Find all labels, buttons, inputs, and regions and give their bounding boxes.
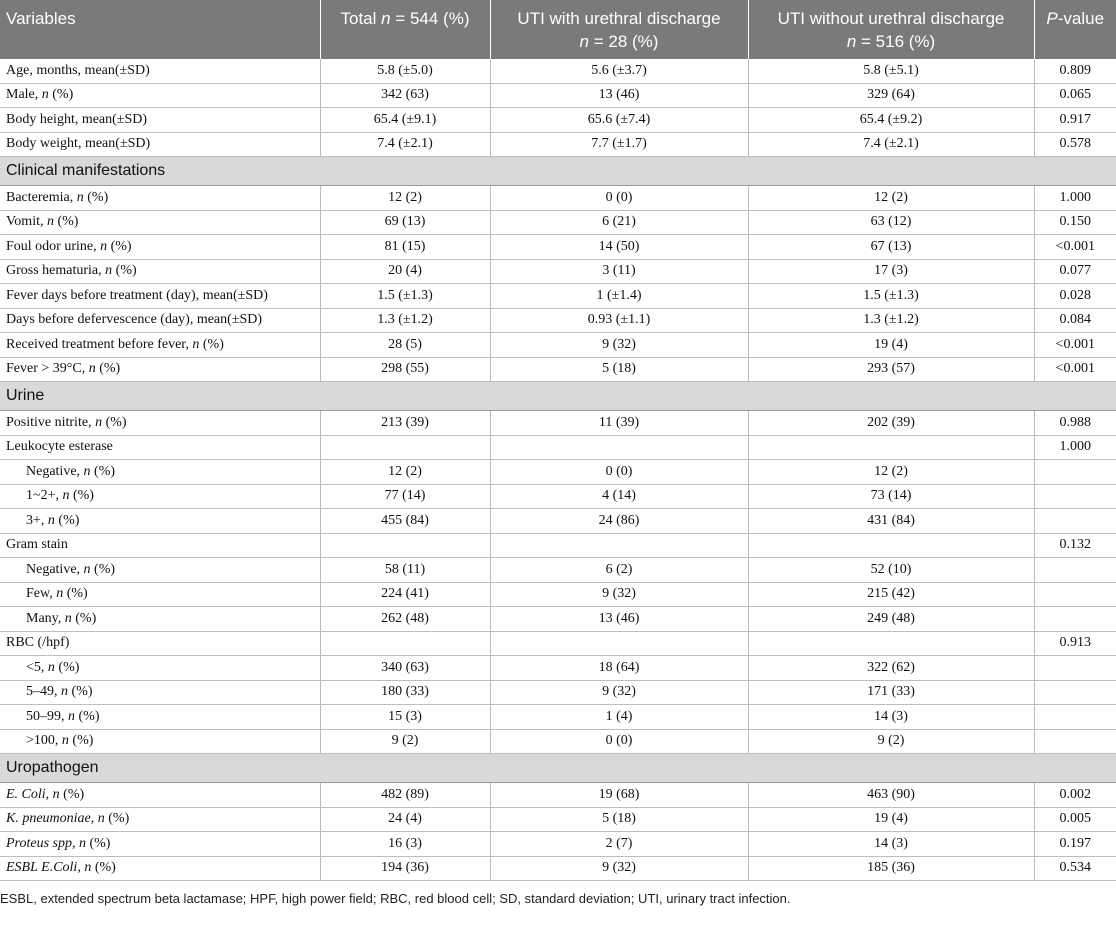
row-label: ESBL E.Coli, n (%): [0, 856, 320, 881]
cell-with: 14 (50): [490, 235, 748, 260]
cell-without: 65.4 (±9.2): [748, 108, 1034, 133]
row-label: Foul odor urine, n (%): [0, 235, 320, 260]
row-label: Positive nitrite, n (%): [0, 411, 320, 436]
row-label: <5, n (%): [0, 656, 320, 681]
cell-without: 14 (3): [748, 832, 1034, 857]
cell-p: 1.000: [1034, 186, 1116, 211]
cell-with: 5 (18): [490, 807, 748, 832]
cell-with: 9 (32): [490, 856, 748, 881]
cell-without: 7.4 (±2.1): [748, 132, 1034, 157]
cell-p: [1034, 680, 1116, 705]
section-title: Urine: [0, 382, 1116, 411]
section-header-row: [0, 754, 1116, 783]
cell-p: [1034, 656, 1116, 681]
cell-total: 7.4 (±2.1): [320, 132, 490, 157]
table-row: [0, 631, 1116, 656]
cell-with: 9 (32): [490, 680, 748, 705]
row-label: 5–49, n (%): [0, 680, 320, 705]
cell-total: 213 (39): [320, 411, 490, 436]
row-label: Days before defervescence (day), mean(±SD): [0, 308, 320, 333]
section-title: Uropathogen: [0, 754, 1116, 783]
row-label: Male, n (%): [0, 83, 320, 108]
cell-p: 0.002: [1034, 783, 1116, 808]
cell-without: 17 (3): [748, 259, 1034, 284]
cell-total: 28 (5): [320, 333, 490, 358]
cell-without: 52 (10): [748, 558, 1034, 583]
cell-without: 463 (90): [748, 783, 1034, 808]
table-row: [0, 357, 1116, 382]
cell-with: 0 (0): [490, 729, 748, 754]
cell-with: 0 (0): [490, 186, 748, 211]
cell-p: [1034, 607, 1116, 632]
cell-total: 224 (41): [320, 582, 490, 607]
cell-without: 67 (13): [748, 235, 1034, 260]
cell-total: 1.5 (±1.3): [320, 284, 490, 309]
cell-with: [490, 435, 748, 460]
cell-with: 0 (0): [490, 460, 748, 485]
header-variables: Variables: [0, 0, 320, 59]
row-label: Many, n (%): [0, 607, 320, 632]
table-row: [0, 656, 1116, 681]
cell-p: [1034, 509, 1116, 534]
cell-without: 249 (48): [748, 607, 1034, 632]
cell-without: 19 (4): [748, 807, 1034, 832]
cell-total: [320, 533, 490, 558]
header-with-discharge: UTI with urethral discharge n = 28 (%): [490, 0, 748, 59]
cell-total: 81 (15): [320, 235, 490, 260]
row-label: Gram stain: [0, 533, 320, 558]
section-title: Clinical manifestations: [0, 157, 1116, 186]
cell-with: 13 (46): [490, 83, 748, 108]
cell-p: <0.001: [1034, 333, 1116, 358]
cell-p: [1034, 484, 1116, 509]
header-row: [0, 0, 1116, 59]
table-row: [0, 558, 1116, 583]
cell-with: 11 (39): [490, 411, 748, 436]
cell-without: 19 (4): [748, 333, 1034, 358]
row-label: Proteus spp, n (%): [0, 832, 320, 857]
cell-without: 12 (2): [748, 460, 1034, 485]
row-label: Bacteremia, n (%): [0, 186, 320, 211]
cell-without: 63 (12): [748, 210, 1034, 235]
row-label: >100, n (%): [0, 729, 320, 754]
cell-total: 12 (2): [320, 460, 490, 485]
row-label: 3+, n (%): [0, 509, 320, 534]
section-header-row: [0, 157, 1116, 186]
cell-without: 9 (2): [748, 729, 1034, 754]
cell-p: 0.084: [1034, 308, 1116, 333]
cell-without: 1.3 (±1.2): [748, 308, 1034, 333]
cell-without: 185 (36): [748, 856, 1034, 881]
cell-with: 1 (4): [490, 705, 748, 730]
row-label: 1~2+, n (%): [0, 484, 320, 509]
cell-p: 0.005: [1034, 807, 1116, 832]
cell-total: 12 (2): [320, 186, 490, 211]
header-total: Total n = 544 (%): [320, 0, 490, 59]
cell-without: 73 (14): [748, 484, 1034, 509]
section-header-row: [0, 382, 1116, 411]
cell-total: 194 (36): [320, 856, 490, 881]
row-label: RBC (/hpf): [0, 631, 320, 656]
cell-total: 58 (11): [320, 558, 490, 583]
header-without-discharge: UTI without urethral discharge n = 516 (%): [748, 0, 1034, 59]
cell-p: 0.809: [1034, 59, 1116, 83]
row-label: Negative, n (%): [0, 558, 320, 583]
table-row: [0, 832, 1116, 857]
cell-p: 0.988: [1034, 411, 1116, 436]
cell-with: 19 (68): [490, 783, 748, 808]
table-row: [0, 333, 1116, 358]
cell-without: 1.5 (±1.3): [748, 284, 1034, 309]
cell-p: 0.132: [1034, 533, 1116, 558]
cell-total: 9 (2): [320, 729, 490, 754]
cell-with: 9 (32): [490, 333, 748, 358]
cell-total: 5.8 (±5.0): [320, 59, 490, 83]
table-row: [0, 435, 1116, 460]
cell-with: [490, 533, 748, 558]
table-row: [0, 108, 1116, 133]
row-label: Few, n (%): [0, 582, 320, 607]
table-row: [0, 484, 1116, 509]
row-label: Fever days before treatment (day), mean(±SD): [0, 284, 320, 309]
cell-with: 0.93 (±1.1): [490, 308, 748, 333]
table-footnote: ESBL, extended spectrum beta lactamase; HPF, high power field; RBC, red blood cell; SD, standard deviation; UTI, urinary tract infection.: [0, 891, 791, 906]
cell-p: [1034, 705, 1116, 730]
table-row: [0, 59, 1116, 83]
table-row: [0, 680, 1116, 705]
row-label: E. Coli, n (%): [0, 783, 320, 808]
row-label: Received treatment before fever, n (%): [0, 333, 320, 358]
cell-with: 3 (11): [490, 259, 748, 284]
cell-total: 340 (63): [320, 656, 490, 681]
cell-with: 5.6 (±3.7): [490, 59, 748, 83]
cell-total: 342 (63): [320, 83, 490, 108]
cell-p: 0.150: [1034, 210, 1116, 235]
cell-without: [748, 435, 1034, 460]
cell-total: 77 (14): [320, 484, 490, 509]
header-p-value: P-value: [1034, 0, 1116, 59]
cell-p: <0.001: [1034, 235, 1116, 260]
cell-total: 24 (4): [320, 807, 490, 832]
table-row: [0, 533, 1116, 558]
table-row: [0, 582, 1116, 607]
cell-total: [320, 435, 490, 460]
table-row: [0, 284, 1116, 309]
row-label: 50–99, n (%): [0, 705, 320, 730]
table-row: [0, 308, 1116, 333]
cell-total: 180 (33): [320, 680, 490, 705]
table-row: [0, 259, 1116, 284]
cell-without: 171 (33): [748, 680, 1034, 705]
row-label: Gross hematuria, n (%): [0, 259, 320, 284]
table-row: [0, 460, 1116, 485]
table-row: [0, 83, 1116, 108]
row-label: Negative, n (%): [0, 460, 320, 485]
cell-without: 431 (84): [748, 509, 1034, 534]
table-row: [0, 210, 1116, 235]
cell-without: 293 (57): [748, 357, 1034, 382]
cell-with: 4 (14): [490, 484, 748, 509]
cell-without: 215 (42): [748, 582, 1034, 607]
table-row: [0, 132, 1116, 157]
cell-without: 202 (39): [748, 411, 1034, 436]
cell-p: [1034, 558, 1116, 583]
cell-p: 0.913: [1034, 631, 1116, 656]
cell-total: 482 (89): [320, 783, 490, 808]
cell-p: 0.077: [1034, 259, 1116, 284]
cell-with: 13 (46): [490, 607, 748, 632]
cell-with: 18 (64): [490, 656, 748, 681]
cell-total: 20 (4): [320, 259, 490, 284]
cell-total: 262 (48): [320, 607, 490, 632]
cell-total: 1.3 (±1.2): [320, 308, 490, 333]
cell-without: 322 (62): [748, 656, 1034, 681]
cell-total: 455 (84): [320, 509, 490, 534]
row-label: K. pneumoniae, n (%): [0, 807, 320, 832]
cell-p: 0.065: [1034, 83, 1116, 108]
cell-p: 0.197: [1034, 832, 1116, 857]
cell-with: 6 (21): [490, 210, 748, 235]
cell-total: 65.4 (±9.1): [320, 108, 490, 133]
cell-without: 329 (64): [748, 83, 1034, 108]
row-label: Body weight, mean(±SD): [0, 132, 320, 157]
row-label: Body height, mean(±SD): [0, 108, 320, 133]
cell-with: 7.7 (±1.7): [490, 132, 748, 157]
cell-with: 24 (86): [490, 509, 748, 534]
table-row: [0, 856, 1116, 881]
cell-p: [1034, 582, 1116, 607]
table-row: [0, 509, 1116, 534]
table-row: [0, 607, 1116, 632]
cell-total: 298 (55): [320, 357, 490, 382]
row-label: Vomit, n (%): [0, 210, 320, 235]
cell-p: <0.001: [1034, 357, 1116, 382]
cell-p: [1034, 460, 1116, 485]
cell-p: 0.534: [1034, 856, 1116, 881]
cell-with: 5 (18): [490, 357, 748, 382]
row-label: Fever > 39°C, n (%): [0, 357, 320, 382]
cell-p: 0.028: [1034, 284, 1116, 309]
cell-with: 1 (±1.4): [490, 284, 748, 309]
cell-total: [320, 631, 490, 656]
cell-with: 2 (7): [490, 832, 748, 857]
cell-without: 12 (2): [748, 186, 1034, 211]
cell-p: 1.000: [1034, 435, 1116, 460]
table-row: [0, 705, 1116, 730]
table-row: [0, 235, 1116, 260]
row-label: Leukocyte esterase: [0, 435, 320, 460]
cell-with: [490, 631, 748, 656]
cell-with: 65.6 (±7.4): [490, 108, 748, 133]
cell-without: 14 (3): [748, 705, 1034, 730]
table-row: [0, 783, 1116, 808]
cell-without: [748, 533, 1034, 558]
row-label: Age, months, mean(±SD): [0, 59, 320, 83]
cell-total: 16 (3): [320, 832, 490, 857]
table-row: [0, 729, 1116, 754]
table-row: [0, 186, 1116, 211]
cell-total: 69 (13): [320, 210, 490, 235]
cell-with: 9 (32): [490, 582, 748, 607]
cell-total: 15 (3): [320, 705, 490, 730]
table-row: [0, 411, 1116, 436]
table-row: [0, 807, 1116, 832]
cell-without: 5.8 (±5.1): [748, 59, 1034, 83]
cell-p: [1034, 729, 1116, 754]
cell-p: 0.578: [1034, 132, 1116, 157]
cell-p: 0.917: [1034, 108, 1116, 133]
cell-without: [748, 631, 1034, 656]
cell-with: 6 (2): [490, 558, 748, 583]
